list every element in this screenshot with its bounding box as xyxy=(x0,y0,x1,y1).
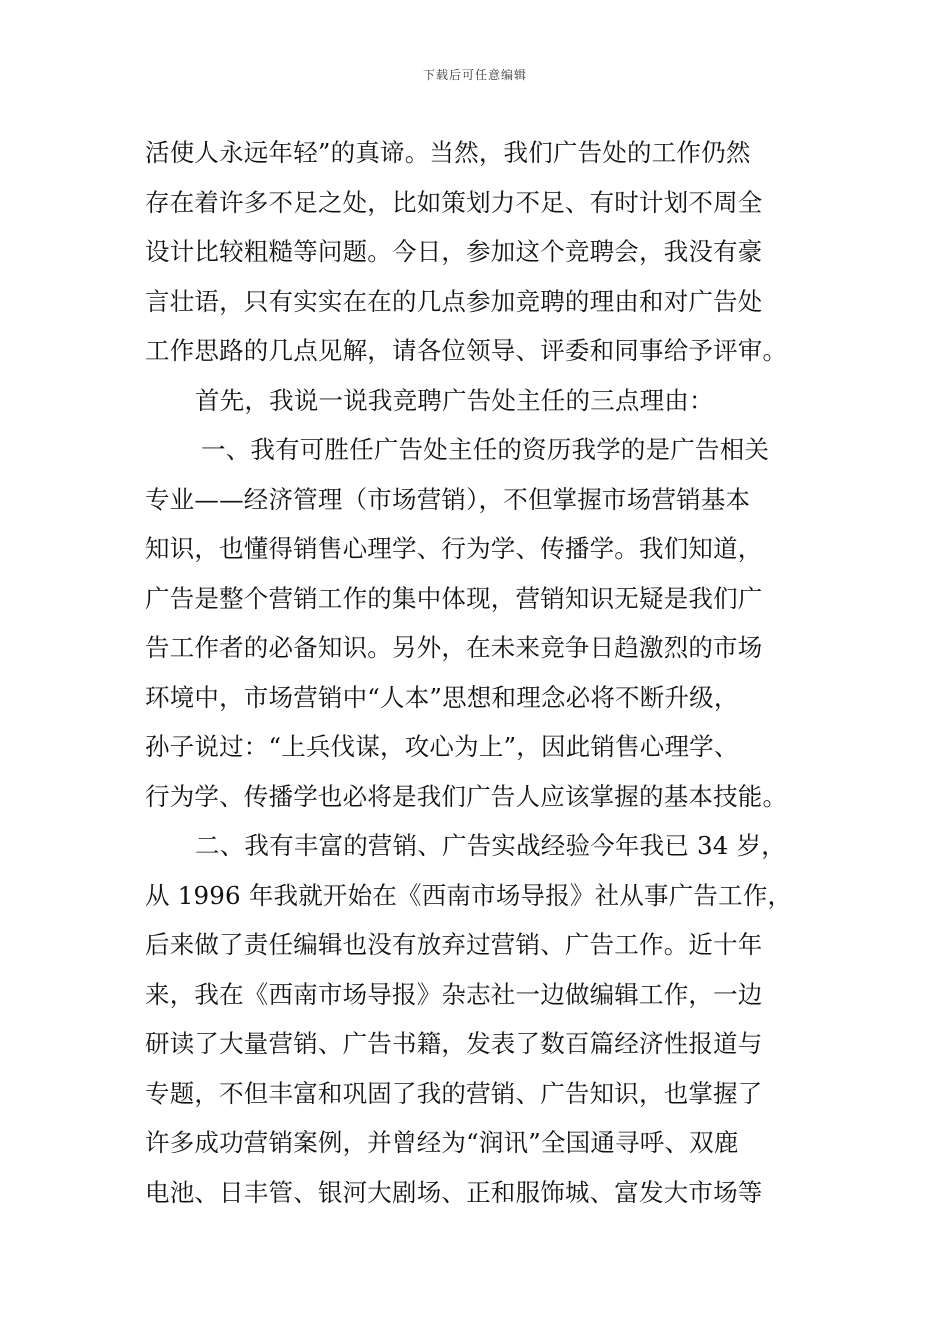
text-line: 广告是整个营销工作的集中体现，营销知识无疑是我们广 xyxy=(145,583,763,613)
text-line: 环境中，市场营销中“人本”思想和理念必将不断升级， xyxy=(145,682,739,712)
text-line: 从 1996 年我就开始在《西南市场导报》社从事广告工作， xyxy=(145,880,793,910)
header-note: 下载后可任意编辑 xyxy=(422,68,527,82)
text-line: 专题，不但丰富和巩固了我的营销、广告知识，也掌握了 xyxy=(145,1078,763,1108)
text-line: 行为学、传播学也必将是我们广告人应该掌握的基本技能。 xyxy=(145,781,788,811)
text-line: 告工作者的必备知识。另外，在未来竞争日趋激烈的市场 xyxy=(145,633,763,662)
paragraph-start-line: 一、我有可胜任广告处主任的资历我学的是广告相关 xyxy=(201,435,770,464)
text-line: 许多成功营销案例，并曾经为“润讯”全国通寻呼、双鹿 xyxy=(145,1128,739,1157)
text-line: 孙子说过：“上兵伐谋，攻心为上”，因此销售心理学、 xyxy=(145,732,739,761)
text-line: 研读了大量营销、广告书籍，发表了数百篇经济性报道与 xyxy=(145,1029,763,1058)
text-line: 专业——经济管理（市场营销），不但掌握市场营销基本 xyxy=(145,484,751,514)
text-line: 活使人永远年轻”的真谛。当然，我们广告处的工作仍然 xyxy=(145,138,751,167)
text-line: 言壮语，只有实实在在的几点参加竞聘的理由和对广告处 xyxy=(145,286,763,316)
text-line: 工作思路的几点见解，请各位领导、评委和同事给予评审。 xyxy=(145,336,788,365)
paragraph-start-line: 二、我有丰富的营销、广告实战经验今年我已 34 岁， xyxy=(195,831,786,860)
text-line: 设计比较粗糙等问题。今日，参加这个竞聘会，我没有豪 xyxy=(145,237,763,266)
text-line: 存在着许多不足之处，比如策划力不足、有时计划不周全 xyxy=(145,187,763,217)
text-line: 来，我在《西南市场导报》杂志社一边做编辑工作，一边 xyxy=(145,979,763,1009)
text-line: 后来做了责任编辑也没有放弃过营销、广告工作。近十年 xyxy=(145,930,763,959)
paragraph-start-line: 首先，我说一说我竞聘广告处主任的三点理由： xyxy=(195,385,714,415)
text-line: 电池、日丰管、银河大剧场、正和服饰城、富发大市场等 xyxy=(145,1177,763,1207)
document-body xyxy=(145,128,825,1217)
text-line: 知识，也懂得销售心理学、行为学、传播学。我们知道， xyxy=(145,534,763,563)
